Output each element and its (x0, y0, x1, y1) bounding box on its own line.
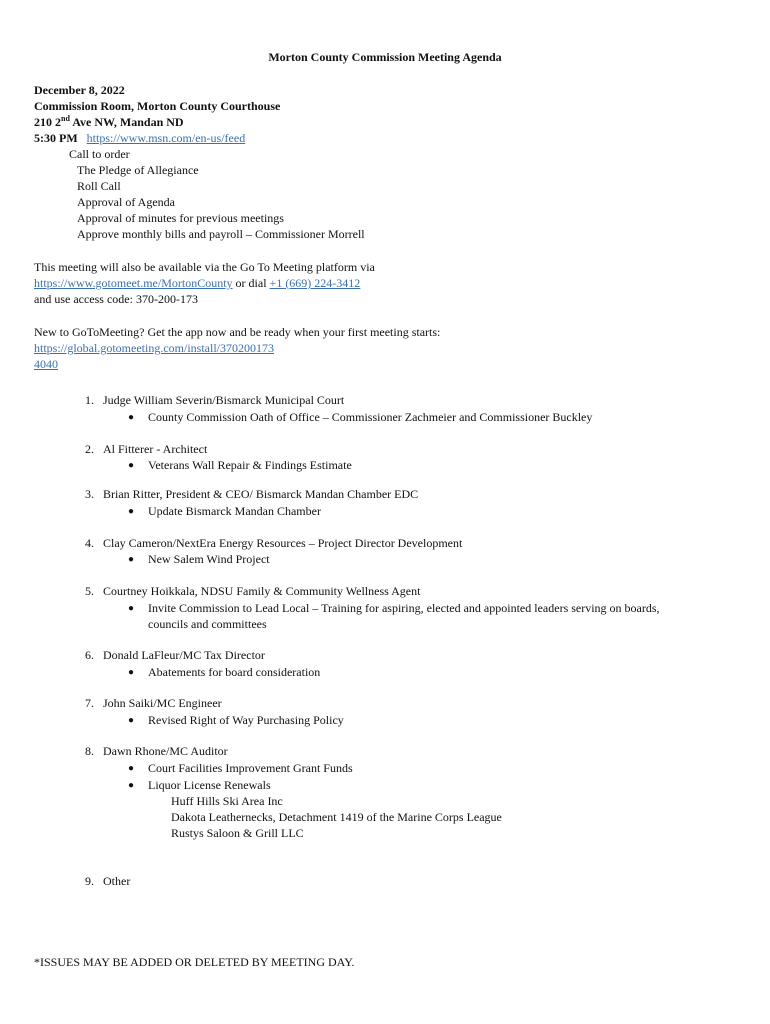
install-link[interactable]: https://global.gotomeeting.com/install/370200173 (34, 341, 274, 355)
bullet-icon: ● (128, 780, 135, 791)
agenda-number: 2. (85, 442, 94, 456)
bullet-icon: ● (128, 603, 135, 614)
address-number: 210 2 (34, 115, 61, 129)
gotomeeting-link-line (34, 275, 360, 291)
agenda-item-title: Dawn Rhone/MC Auditor (103, 744, 228, 758)
agenda-number: 6. (85, 648, 94, 662)
agenda-number: 4. (85, 536, 94, 550)
agenda-item-title: John Saiki/MC Engineer (103, 696, 222, 710)
agenda-item-title: Judge William Severin/Bismarck Municipal Court (103, 393, 345, 407)
agenda-number: 9. (85, 874, 94, 888)
agenda-item-title: Other (103, 874, 131, 888)
install-link-continued[interactable]: 4040 (34, 357, 58, 371)
agenda-bullet: Abatements for board consideration (148, 665, 321, 679)
agenda-bullet: Liquor License Renewals (148, 778, 271, 792)
bullet-icon: ● (128, 412, 135, 423)
dial-text: or dial (232, 276, 270, 290)
bullet-icon: ● (128, 460, 135, 471)
agenda-item-title: Clay Cameron/NextEra Energy Resources – Project Director Development (103, 536, 463, 550)
agenda-bullet-continued: councils and committees (148, 617, 267, 631)
opening-item: Approve monthly bills and payroll – Commissioner Morrell (77, 227, 365, 241)
agenda-item-title: Al Fitterer - Architect (103, 442, 208, 456)
agenda-number: 1. (85, 393, 94, 407)
access-code: and use access code: 370-200-173 (34, 292, 198, 306)
agenda-number: 5. (85, 584, 94, 598)
agenda-bullet: New Salem Wind Project (148, 552, 270, 566)
agenda-bullet: Veterans Wall Repair & Findings Estimate (148, 458, 352, 472)
bullet-icon: ● (128, 667, 135, 678)
page-title: Morton County Commission Meeting Agenda (268, 50, 502, 64)
gotomeeting-intro: This meeting will also be available via the Go To Meeting platform via (34, 260, 375, 274)
meeting-location: Commission Room, Morton County Courthouse (34, 99, 281, 113)
license-entry: Huff Hills Ski Area Inc (171, 794, 283, 808)
gotomeeting-link[interactable]: https://www.gotomeet.me/MortonCounty (34, 276, 233, 290)
meeting-time-line (34, 130, 245, 146)
agenda-item-title: Courtney Hoikkala, NDSU Family & Community Wellness Agent (103, 584, 421, 598)
feed-link[interactable]: https://www.msn.com/en-us/feed (86, 131, 246, 145)
bullet-icon: ● (128, 715, 135, 726)
address-suffix: nd (61, 114, 70, 123)
agenda-number: 8. (85, 744, 94, 758)
agenda-bullet: Invite Commission to Lead Local – Training for aspiring, elected and appointed leaders serving on boards, (148, 601, 660, 615)
meeting-date: December 8, 2022 (34, 83, 125, 97)
agenda-item-title: Donald LaFleur/MC Tax Director (103, 648, 265, 662)
agenda-bullet: Revised Right of Way Purchasing Policy (148, 713, 344, 727)
opening-item: Approval of minutes for previous meetings (77, 211, 284, 225)
address-street: Ave NW, Mandan ND (69, 115, 184, 129)
opening-item: Roll Call (77, 179, 121, 193)
bullet-icon: ● (128, 506, 135, 517)
phone-link[interactable]: +1 (669) 224-3412 (269, 276, 361, 290)
agenda-number: 7. (85, 696, 94, 710)
bullet-icon: ● (128, 554, 135, 565)
agenda-bullet: Court Facilities Improvement Grant Funds (148, 761, 353, 775)
agenda-bullet: Update Bismarck Mandan Chamber (148, 504, 321, 518)
license-entry: Dakota Leathernecks, Detachment 1419 of the Marine Corps League (171, 810, 502, 824)
footer-note: *ISSUES MAY BE ADDED OR DELETED BY MEETING DAY. (34, 955, 355, 969)
new-to-gotomeeting: New to GoToMeeting? Get the app now and be ready when your first meeting starts: (34, 325, 441, 339)
agenda-item-title: Brian Ritter, President & CEO/ Bismarck Mandan Chamber EDC (103, 487, 419, 501)
call-to-order: Call to order (69, 147, 130, 161)
agenda-number: 3. (85, 487, 94, 501)
agenda-bullet: County Commission Oath of Office – Commissioner Zachmeier and Commissioner Buckley (148, 410, 593, 424)
meeting-time: 5:30 PM (34, 131, 78, 145)
bullet-icon: ● (128, 763, 135, 774)
license-entry: Rustys Saloon & Grill LLC (171, 826, 304, 840)
opening-item: Approval of Agenda (77, 195, 175, 209)
opening-item: The Pledge of Allegiance (77, 163, 199, 177)
meeting-address (34, 114, 184, 130)
